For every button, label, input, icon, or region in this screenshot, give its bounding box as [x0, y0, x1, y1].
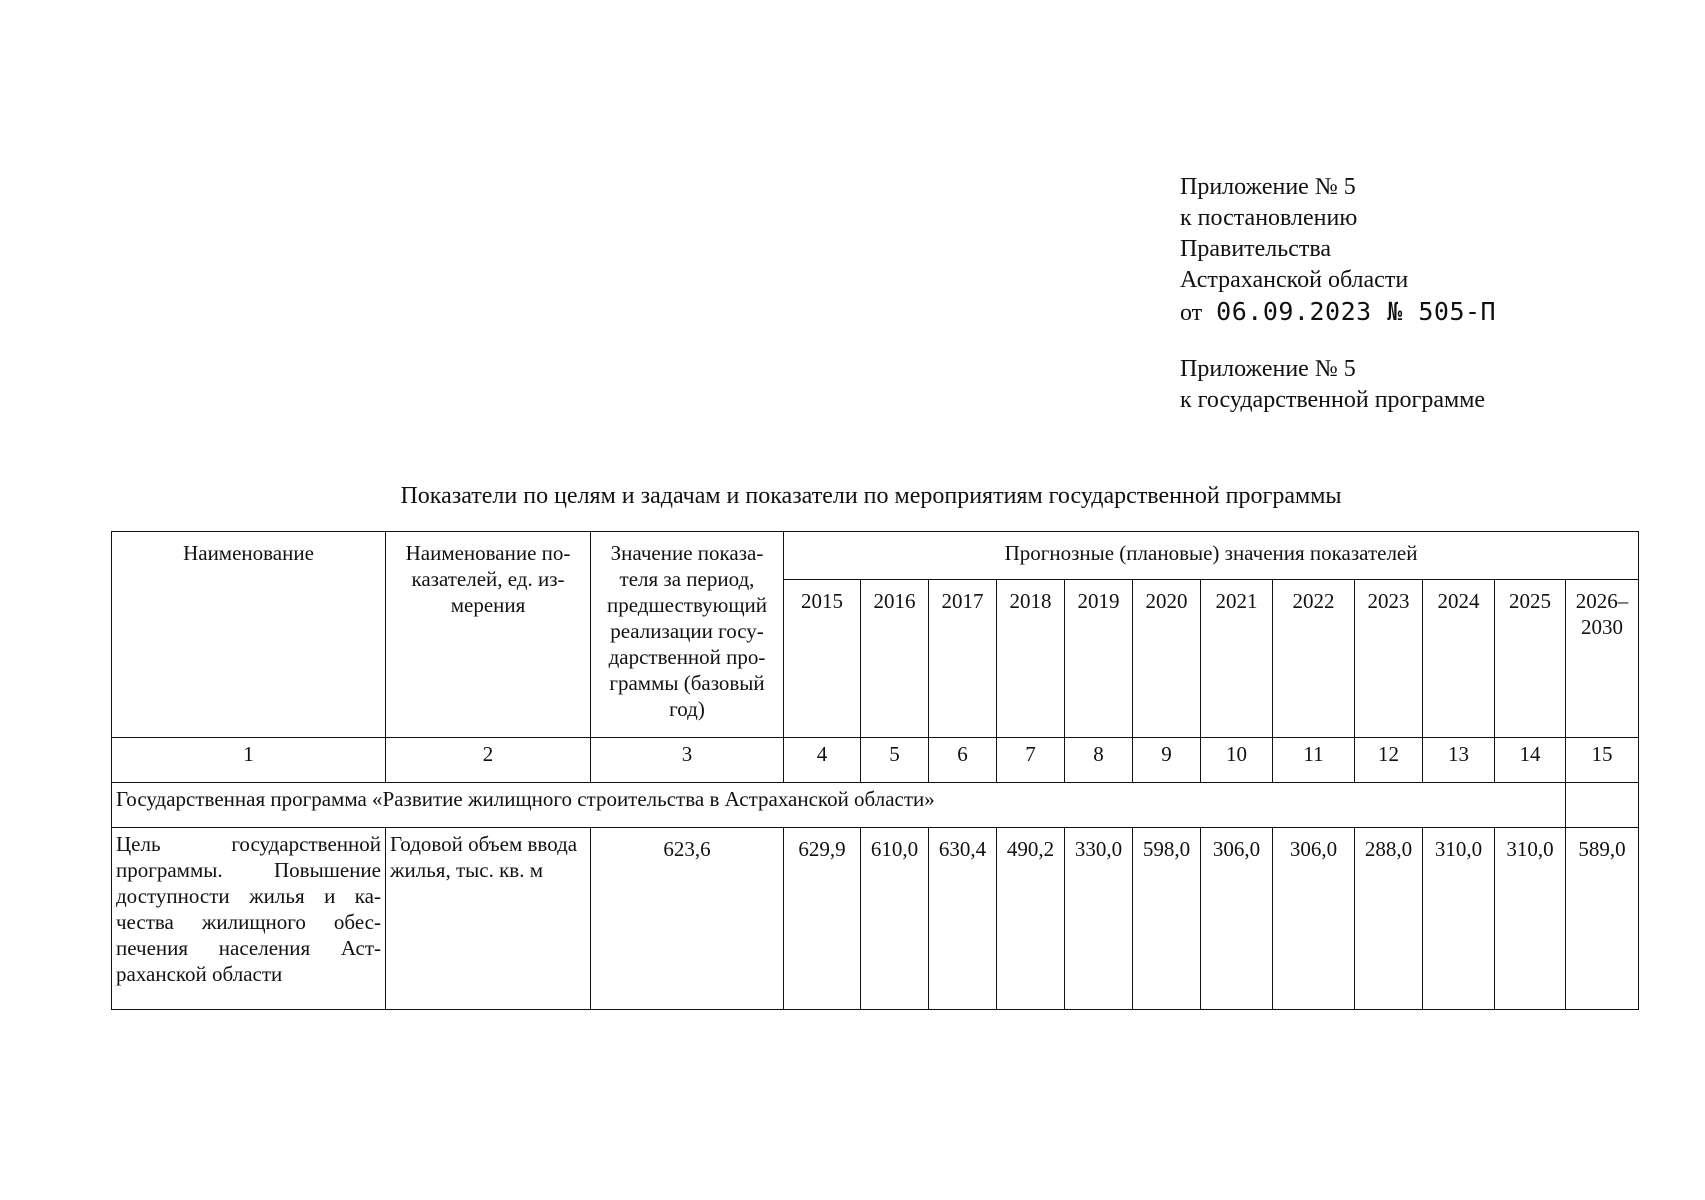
column-number: 14: [1495, 738, 1566, 783]
table-title: Показатели по целям и задачам и показатели по мероприятиям государственной программы: [400, 483, 1342, 509]
program-reference: к государственной программе: [1180, 387, 1486, 413]
goal-name: Цель государственной программы. Повышение доступности жилья и ка-чества жилищного обес-печения населения Аст-раханской области: [112, 828, 386, 1010]
indicator-name: Годовой объем ввода жилья, тыс. кв. м: [386, 828, 591, 1010]
column-number: 7: [997, 738, 1065, 783]
year-header: 2022: [1273, 580, 1355, 738]
year-header: 2019: [1065, 580, 1133, 738]
year-header: 2018: [997, 580, 1065, 738]
program-title-cell: Государственная программа «Развитие жилищного строительства в Астраханской области»: [112, 783, 1566, 828]
header-base-value: Значение показа-теля за период, предшествующий реализации госу-дарственной про-граммы (базовый год): [591, 532, 784, 738]
indicators-table: [111, 531, 1639, 1010]
column-number: 1: [112, 738, 386, 783]
order-number: 06.09.2023 № 505-П: [1216, 297, 1497, 326]
forecast-value: 490,2: [997, 828, 1065, 1010]
column-number: 11: [1273, 738, 1355, 783]
appendix-number-2: Приложение № 5: [1180, 356, 1356, 382]
column-number: 5: [861, 738, 929, 783]
header-indicator: Наименование по-казателей, ед. из-мерения: [386, 532, 591, 738]
year-header: 2016: [861, 580, 929, 738]
column-number: 15: [1566, 738, 1639, 783]
order-line: [1180, 296, 1496, 329]
column-number: 10: [1201, 738, 1273, 783]
column-number: 12: [1355, 738, 1423, 783]
header-name: Наименование: [112, 532, 386, 738]
year-header: 2020: [1133, 580, 1201, 738]
forecast-value: 598,0: [1133, 828, 1201, 1010]
forecast-value: 306,0: [1273, 828, 1355, 1010]
column-number: 8: [1065, 738, 1133, 783]
year-header: 2026–2030: [1566, 580, 1639, 738]
column-number: 9: [1133, 738, 1201, 783]
order-from-label: от: [1180, 300, 1203, 326]
column-number: 6: [929, 738, 997, 783]
year-header: 2015: [784, 580, 861, 738]
table-row: [112, 828, 1639, 1010]
column-number: 3: [591, 738, 784, 783]
column-number: 13: [1423, 738, 1495, 783]
base-value: 623,6: [591, 828, 784, 1010]
government-label: Правительства: [1180, 236, 1332, 262]
forecast-value: 630,4: [929, 828, 997, 1010]
forecast-value: 288,0: [1355, 828, 1423, 1010]
appendix-number: Приложение № 5: [1180, 174, 1356, 200]
forecast-value: 306,0: [1201, 828, 1273, 1010]
year-header: 2023: [1355, 580, 1423, 738]
year-header: 2017: [929, 580, 997, 738]
column-number: 2: [386, 738, 591, 783]
year-header: 2025: [1495, 580, 1566, 738]
forecast-value: 310,0: [1495, 828, 1566, 1010]
column-number: 4: [784, 738, 861, 783]
forecast-value: 629,9: [784, 828, 861, 1010]
header-forecast: Прогнозные (плановые) значения показателей: [784, 532, 1639, 580]
region-label: Астраханской области: [1180, 267, 1409, 293]
forecast-value: 330,0: [1065, 828, 1133, 1010]
year-header: 2021: [1201, 580, 1273, 738]
program-title-empty-cell: [1566, 783, 1639, 828]
forecast-value: 589,0: [1566, 828, 1639, 1010]
forecast-value: 610,0: [861, 828, 929, 1010]
appendix-header: [1180, 172, 1496, 416]
forecast-value: 310,0: [1423, 828, 1495, 1010]
resolution-reference: к постановлению: [1180, 205, 1358, 231]
year-header: 2024: [1423, 580, 1495, 738]
